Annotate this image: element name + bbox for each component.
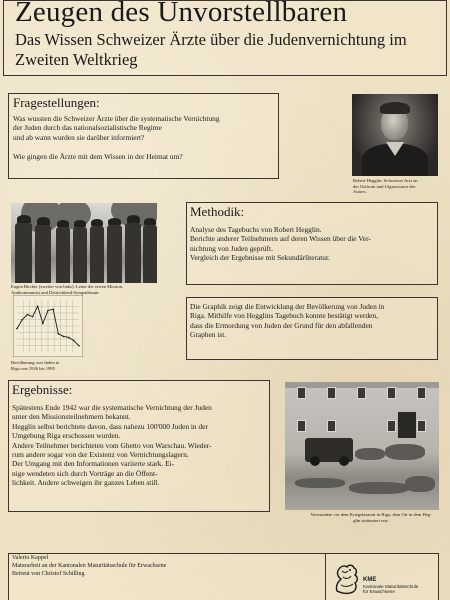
fragestellungen-box (8, 93, 279, 179)
graph-description-text: Die Graphik zeigt die Entwicklung der Bevölkerung von Juden in Riga. Mithilfe von Hegglins Tagebuch konnte bestätigt werden, dass die Ermordung von Juden der Grund für den abfallenden Graphen ist. (190, 302, 385, 340)
logo-abbr: KME (363, 577, 377, 583)
chart-point (63, 336, 65, 338)
lion-logo-icon (331, 561, 361, 595)
riga-population-chart (13, 295, 83, 357)
ergebnisse-text: Spätestens Ende 1942 war die systematische Vernichtung der Juden unter den Missionsteilnehmern bekannt. Hegglin selbst berichtete davon, dass nahezu 100'000 Juden in der Umgebung Riga erschossen wurden. Andere Teilnehmer berichteten vom Ghetto von Warschau. Wieder- rum andere sogar von der Existenz von Vernichtungslagern. Der Umgang mit den Informationen variierte stark. Ei- nige wendeten sich durch Vorträge an die Öffent- lichkeit. Andere schweigen ihr ganzes Leben still. (12, 403, 212, 488)
chart-point (32, 316, 34, 318)
chart-point (73, 340, 75, 342)
chart-point (21, 319, 23, 321)
page-title: Zeugen des Unvorstellbaren (15, 0, 348, 28)
chart-point (52, 309, 54, 311)
fragestellungen-text: Was wussten die Schweizer Ärzte über die systematische Vernichtung der Juden durch das nationalsozialistische Regime und ab wann wurden sie darüber informiert? Wie gingen die Ärzte mit dem Wissen in der Heimat um? (13, 114, 220, 161)
chart-point (42, 323, 44, 325)
portrait-caption: Robert Hegglin: Schweizer Arzt an der Ostfront und Urgrossvater des Autors. (353, 178, 418, 195)
methodik-box (186, 202, 438, 285)
footer-supervisor: Betreut von Christof Schilling (12, 571, 85, 577)
ergebnisse-box (8, 380, 270, 512)
hospital-photo (285, 382, 439, 510)
title-box (3, 0, 447, 76)
hospital-caption: Verwundete vor dem Kriegslazarett in Riga, dem Ort in dem Heg- glin stationiert war. (310, 512, 432, 523)
footer-school: Maturarbeit an der Kantonalen Maturitätsschule für Erwachsene (12, 563, 167, 569)
graph-caption: Bevölkerung von Juden in Riga von 1926 bis 1995 (11, 360, 60, 371)
footer-author: Valerio Kappel (12, 555, 49, 561)
methodik-heading: Methodik: (190, 204, 245, 219)
ergebnisse-heading: Ergebnisse: (12, 382, 73, 397)
chart-point (78, 345, 80, 347)
chart-point (68, 337, 70, 339)
soldiers-caption: Eugen Bircher (zweiter von links): Leiter der ersten Mission, Antikommunist und Deutschland-Sympathisant. (11, 284, 124, 295)
chart-point (47, 310, 49, 312)
logo-school-name: Kantonale Maturitätsschule für Erwachsene (363, 584, 419, 595)
chart-point (16, 328, 18, 330)
fragestellungen-heading: Fragestellungen: (13, 95, 100, 110)
chart-point (27, 314, 29, 316)
page-subtitle: Das Wissen Schweizer Ärzte über die Judenvernichtung im Zweiten Weltkrieg (15, 30, 407, 69)
portrait-photo (352, 94, 438, 176)
chart-point (58, 333, 60, 335)
soldiers-photo (11, 203, 157, 283)
footer-divider (325, 554, 326, 600)
graph-description-box (186, 297, 438, 360)
methodik-text: Analyse des Tagebuchs von Robert Hegglin. Berichte anderer Teilnehmern auf deren Wissen über die Ver- nichtung von Juden geprüft. Vergleich der Ergebnisse mit Sekundärliteratur. (190, 225, 371, 263)
chart-point (37, 305, 39, 307)
